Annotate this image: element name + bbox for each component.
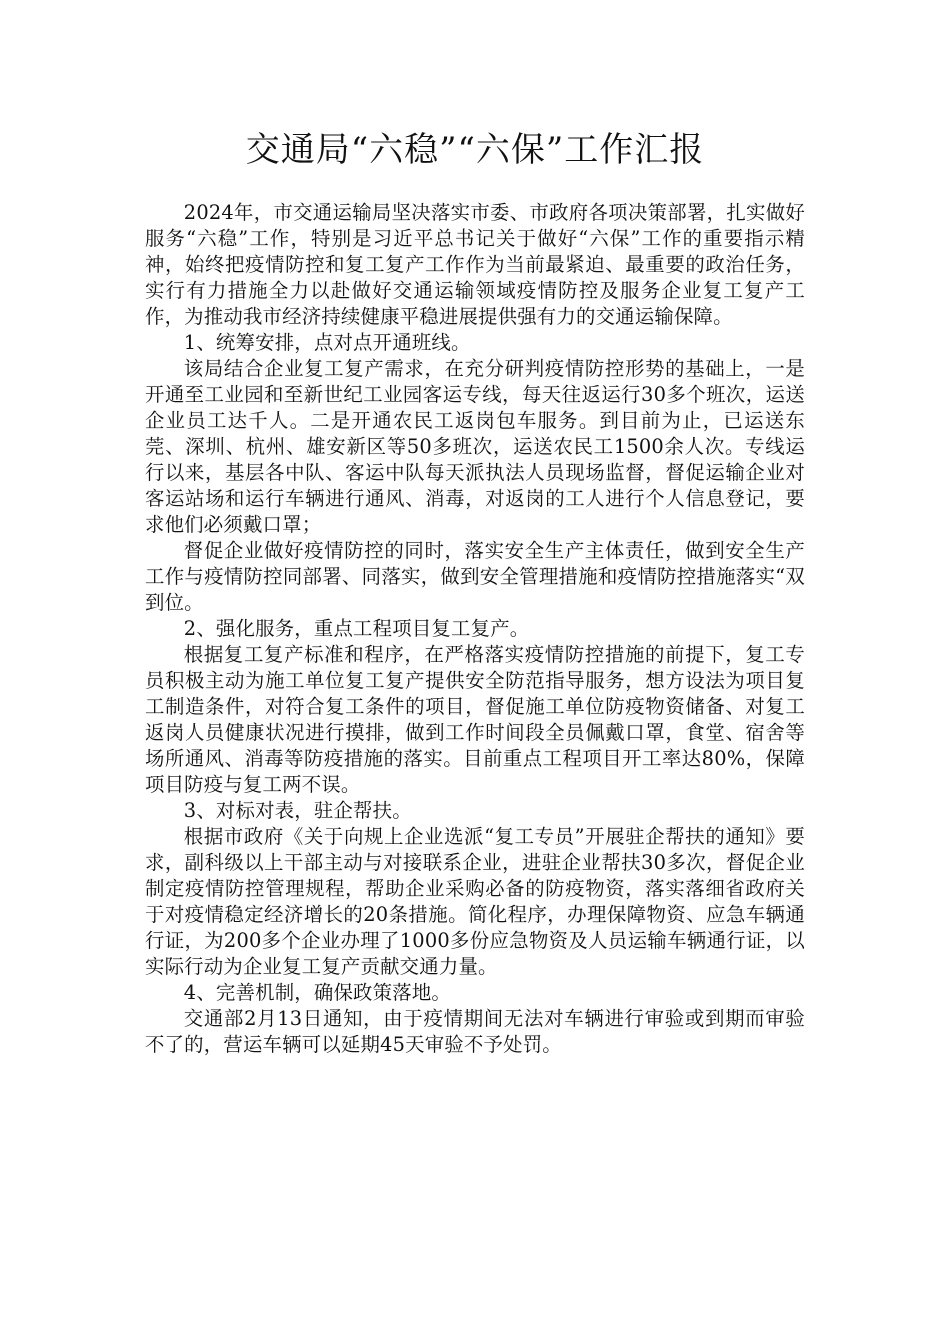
section-heading-3: 3、对标对表，驻企帮扶。 — [183, 799, 412, 822]
section-4-paragraph: 交通部2月13日通知，由于疫情期间无法对车辆进行审验或到期而审验不了的，营运车辆可以延期45天审验不予处罚。 — [145, 1007, 805, 1056]
section-3-paragraph: 根据市政府《关于向规上企业选派“复工专员”开展驻企帮扶的通知》要求，副科级以上干部主动与对接联系企业，进驻企业帮扶30多次，督促企业制定疫情防控管理规程，帮助企业采购必备的防疫物资，落实落细省政府关于对疫情稳定经济增长的20条措施。简化程序，办理保障物资、应急车辆通行证，为200多个企业办理了1000多份应急物资及人员运输车辆通行证，以实际行动为企业复工复产贡献交通力量。 — [145, 825, 805, 978]
section-heading-4: 4、完善机制，确保政策落地。 — [183, 981, 452, 1004]
intro-paragraph: 2024年，市交通运输局坚决落实市委、市政府各项决策部署，扎实做好服务“六稳”工作，特别是习近平总书记关于做好“六保”工作的重要指示精神，始终把疫情防控和复工复产工作作为当前最紧迫、最重要的政治任务，实行有力措施全力以赴做好交通运输领域疫情防控及服务企业复工复产工作，为推动我市经济持续健康平稳进展提供强有力的交通运输保障。 — [145, 201, 805, 328]
section-heading-2: 2、强化服务，重点工程项目复工复产。 — [183, 617, 530, 640]
document-title: 交通局“六稳”“六保”工作汇报 — [245, 130, 705, 170]
section-1-paragraph-1: 该局结合企业复工复产需求，在充分研判疫情防控形势的基础上，一是开通至工业园和至新世纪工业园客运专线，每天往返运行30多个班次，运送企业员工达千人。二是开通农民工返岗包车服务。到目前为止，已运送东莞、深圳、杭州、雄安新区等50多班次，运送农民工1500余人次。专线运行以来，基层各中队、客运中队每天派执法人员现场监督，督促运输企业对客运站场和运行车辆进行通风、消毒，对返岗的工人进行个人信息登记，要求他们必须戴口罩； — [145, 357, 805, 536]
section-2-paragraph: 根据复工复产标准和程序，在严格落实疫情防控措施的前提下，复工专员积极主动为施工单位复工复产提供安全防范指导服务，想方设法为项目复工制造条件，对符合复工条件的项目，督促施工单位防疫物资储备、对复工返岗人员健康状况进行摸排，做到工作时间段全员佩戴口罩，食堂、宿舍等场所通风、消毒等防疫措施的落实。目前重点工程项目开工率达80%，保障项目防疫与复工两不误。 — [145, 643, 805, 796]
document-body — [145, 200, 805, 1058]
section-heading-1: 1、统筹安排，点对点开通班线。 — [183, 331, 471, 354]
section-1-paragraph-2: 督促企业做好疫情防控的同时，落实安全生产主体责任，做到安全生产工作与疫情防控同部署、同落实，做到安全管理措施和疫情防控措施落实“双到位。 — [145, 539, 805, 614]
